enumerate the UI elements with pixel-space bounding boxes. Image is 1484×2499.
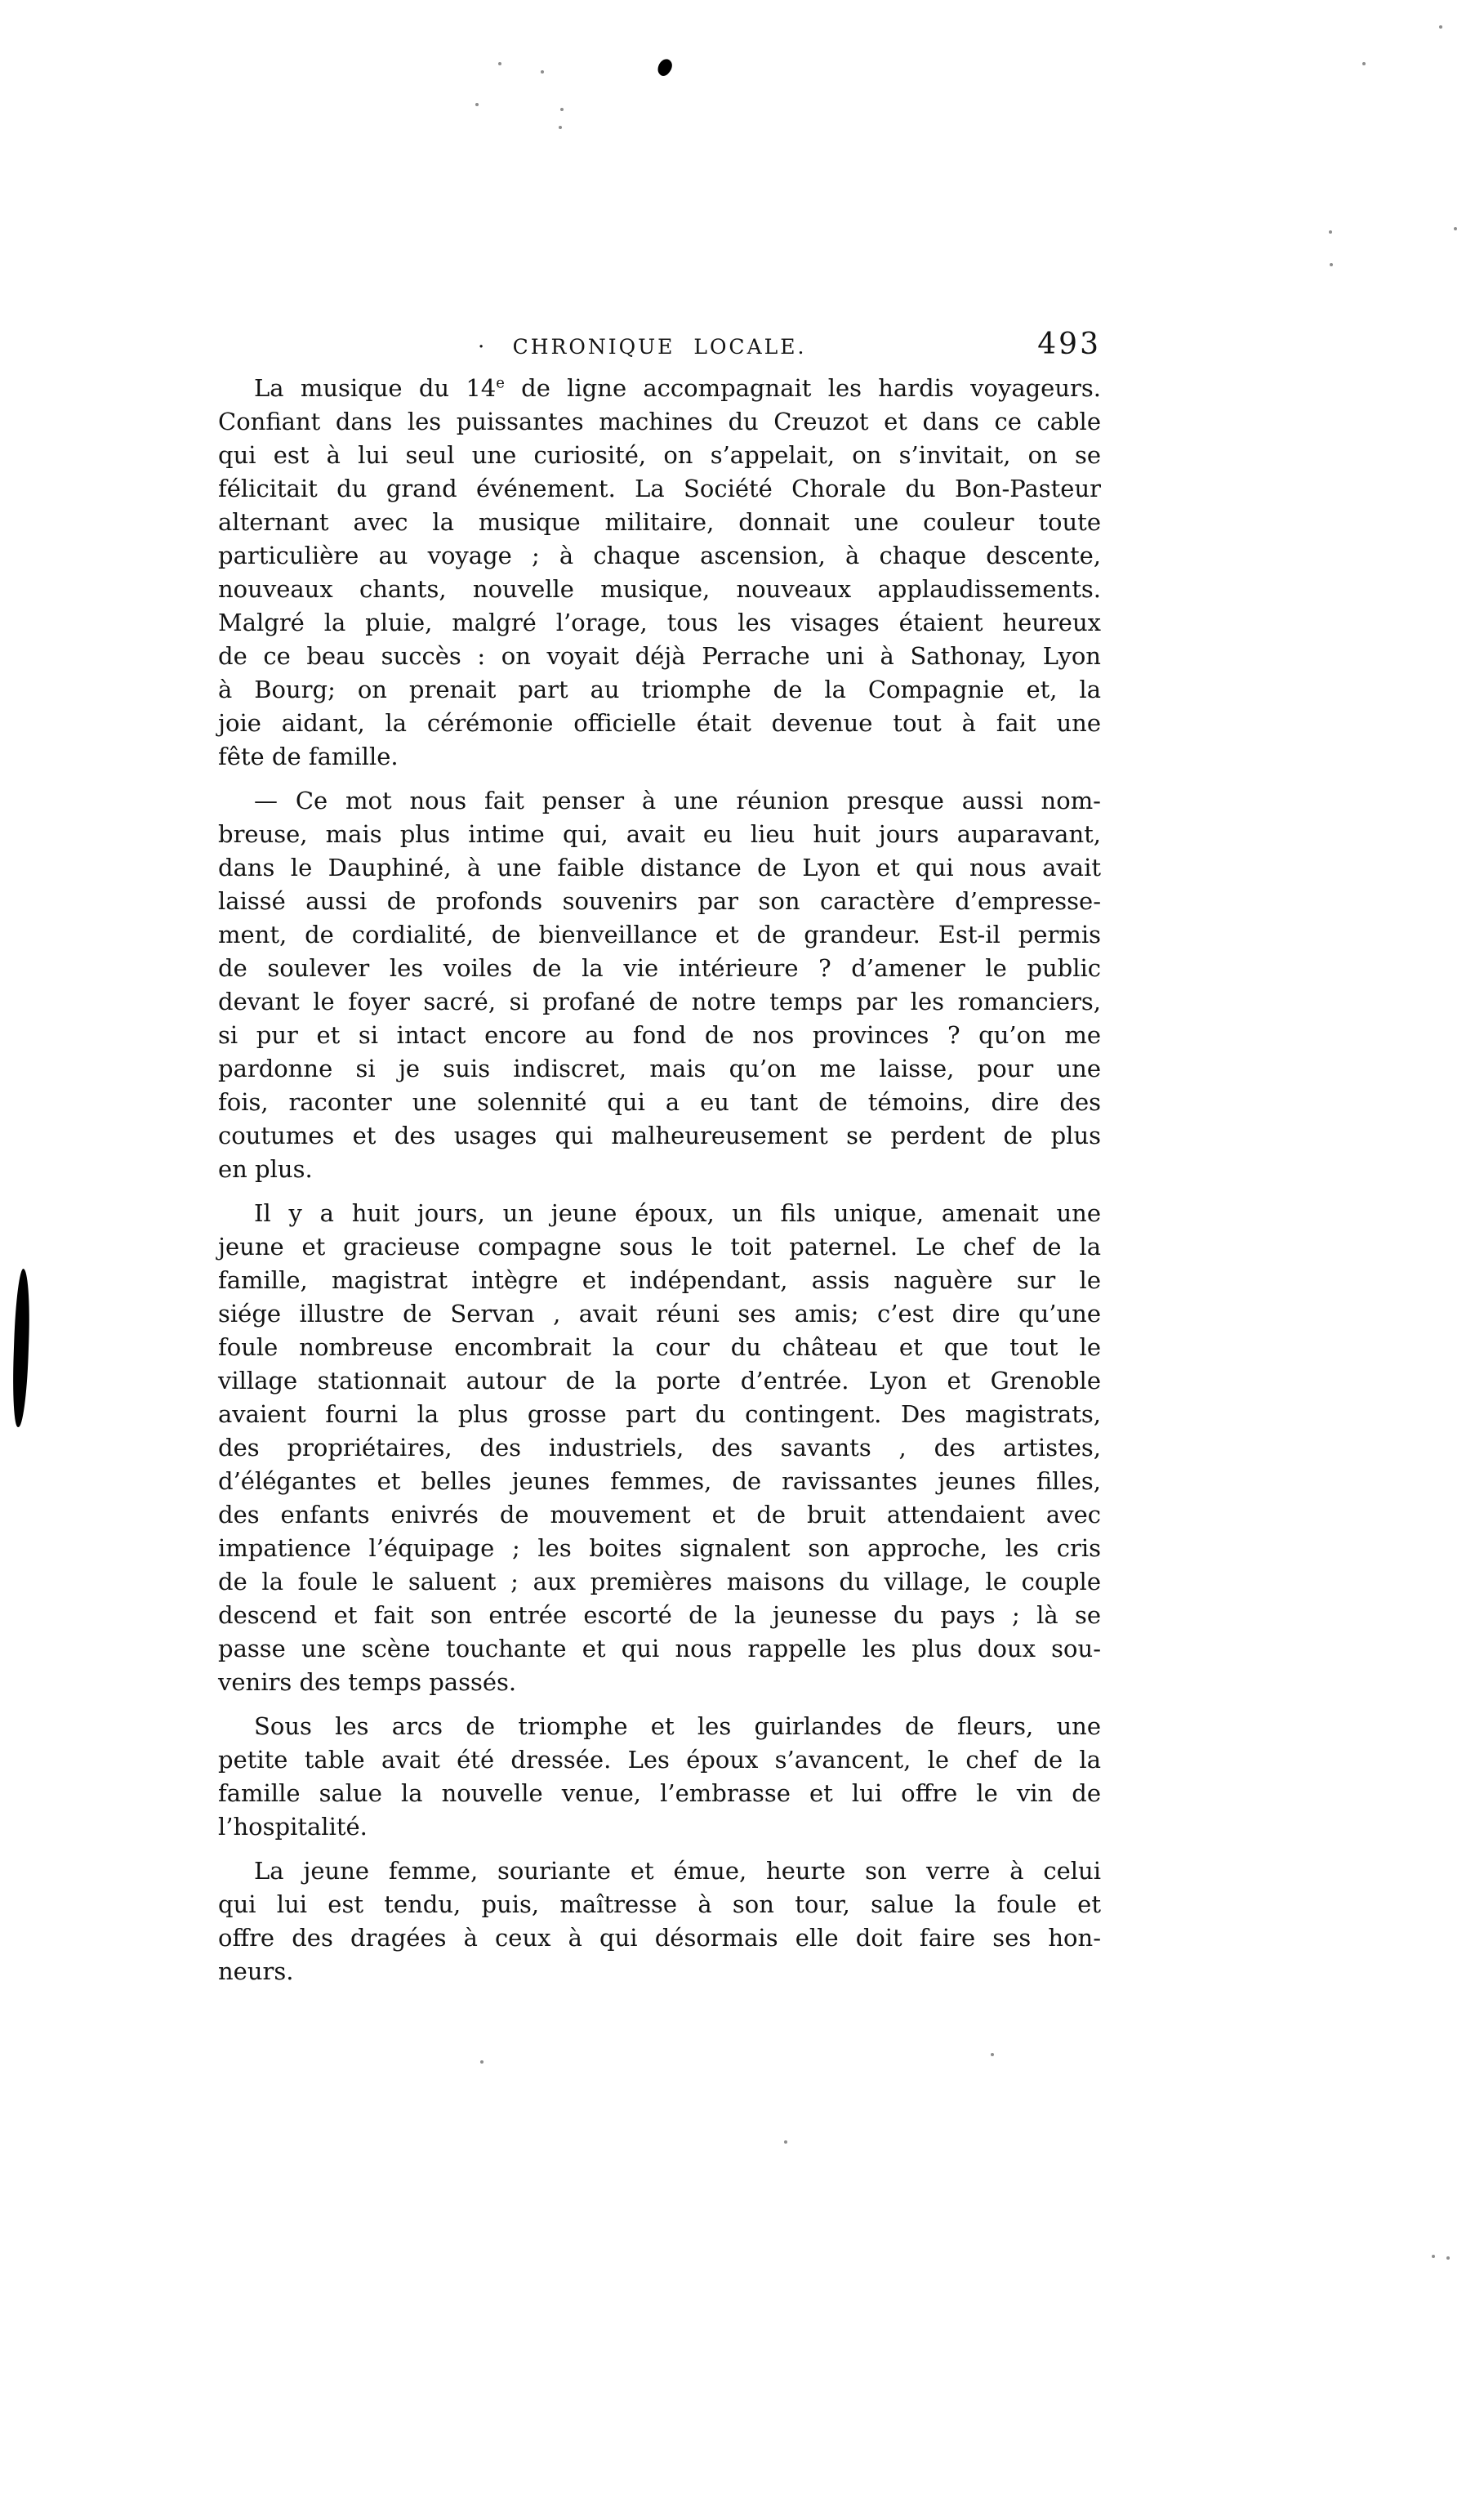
text-line: laissé aussi de profonds souvenirs par son caractère d’empresse-	[218, 887, 1101, 915]
ink-speck	[1432, 2255, 1435, 2258]
ink-speck	[1454, 227, 1457, 230]
ink-speck	[1329, 230, 1332, 234]
text-run: de ligne accompagnait les hardis voyageurs.	[504, 374, 1101, 402]
ink-blob-left-margin	[11, 1269, 32, 1428]
text-line: famille, magistrat intègre et indépendant, assis naguère sur le	[218, 1266, 1101, 1294]
text-line: devant le foyer sacré, si profané de notre temps par les romanciers,	[218, 988, 1101, 1015]
text-line: venirs des temps passés.	[218, 1668, 517, 1696]
text-line: qui est à lui seul une curiosité, on s’appelait, on s’invitait, on se	[218, 441, 1101, 469]
text-line	[218, 372, 1101, 405]
text-line: des propriétaires, des industriels, des savants , des artistes,	[218, 1434, 1101, 1461]
text-line: descend et fait son entrée escorté de la jeunesse du pays ; là se	[218, 1601, 1101, 1629]
text-line: l’hospitalité.	[218, 1813, 368, 1841]
text-line: village stationnait autour de la porte d’entrée. Lyon et Grenoble	[218, 1367, 1101, 1395]
text-line: offre des dragées à ceux à qui désormais elle doit faire ses hon-	[218, 1924, 1101, 1952]
paragraph	[218, 1197, 1101, 1699]
text-line: particulière au voyage ; à chaque ascension, à chaque descente,	[218, 542, 1101, 569]
text-run: La musique du 14	[254, 374, 497, 402]
text-line: alternant avec la musique militaire, donnait une couleur toute	[218, 508, 1101, 536]
text-line: La jeune femme, souriante et émue, heurte son verre à celui	[254, 1857, 1101, 1885]
text-line: Confiant dans les puissantes machines du Creuzot et dans ce cable	[218, 408, 1101, 435]
paragraph	[218, 372, 1101, 774]
ink-speck	[480, 2060, 484, 2064]
paragraph	[218, 1710, 1101, 1844]
text-line: de ce beau succès : on voyait déjà Perrache uni à Sathonay, Lyon	[218, 642, 1101, 670]
ink-speck	[991, 2053, 994, 2056]
ink-speck	[1362, 62, 1366, 65]
text-line: fois, raconter une solennité qui a eu tant de témoins, dire des	[218, 1088, 1101, 1116]
text-line: de soulever les voiles de la vie intérieure ? d’amener le public	[218, 954, 1101, 982]
text-line: ment, de cordialité, de bienveillance et de grandeur. Est-il permis	[218, 921, 1101, 948]
stray-ink-dot: ·	[478, 335, 485, 359]
text-line: petite table avait été dressée. Les époux s’avancent, le chef de la	[218, 1746, 1101, 1774]
text-line: foule nombreuse encombrait la cour du château et que tout le	[218, 1333, 1101, 1361]
text-line: d’élégantes et belles jeunes femmes, de ravissantes jeunes filles,	[218, 1467, 1101, 1495]
text-line: breuse, mais plus intime qui, avait eu lieu huit jours auparavant,	[218, 820, 1101, 848]
ink-speck	[784, 2140, 787, 2144]
text-line: neurs.	[218, 1957, 294, 1985]
text-line: félicitait du grand événement. La Société Chorale du Bon-Pasteur	[218, 475, 1101, 502]
text-line: — Ce mot nous fait penser à une réunion presque aussi nom-	[254, 787, 1101, 814]
text-line: qui lui est tendu, puis, maîtresse à son tour, salue la foule et	[218, 1890, 1101, 1918]
text-line: famille salue la nouvelle venue, l’embrasse et lui offre le vin de	[218, 1779, 1101, 1807]
text-line: Sous les arcs de triomphe et les guirlandes de fleurs, une	[254, 1712, 1101, 1740]
text-line: fête de famille.	[218, 743, 399, 770]
text-line: Il y a huit jours, un jeune époux, un fils unique, amenait une	[254, 1199, 1101, 1227]
ink-speck	[560, 108, 564, 111]
text-line: joie aidant, la cérémonie officielle était devenue tout à fait une	[218, 709, 1101, 737]
ink-speck	[475, 103, 479, 106]
text-line: de la foule le saluent ; aux premières maisons du village, le couple	[218, 1568, 1101, 1595]
text-line: des enfants enivrés de mouvement et de bruit attendaient avec	[218, 1501, 1101, 1528]
text-line: Malgré la pluie, malgré l’orage, tous les visages étaient heureux	[218, 609, 1101, 636]
paragraph	[218, 1854, 1101, 1988]
text-line: impatience l’équipage ; les boites signalent son approche, les cris	[218, 1534, 1101, 1562]
ink-speck	[1439, 25, 1442, 29]
text-line: pardonne si je suis indiscret, mais qu’on me laisse, pour une	[218, 1055, 1101, 1082]
text-line: nouveaux chants, nouvelle musique, nouveaux applaudissements.	[218, 575, 1101, 603]
running-header	[218, 328, 1101, 369]
page-number: 493	[1037, 328, 1101, 361]
text-line: siége illustre de Servan , avait réuni ses amis; c’est dire qu’une	[218, 1300, 1101, 1328]
text-line: si pur et si intact encore au fond de nos provinces ? qu’on me	[218, 1021, 1101, 1049]
article-text	[218, 372, 1101, 1988]
page-title: CHRONIQUE LOCALE.	[512, 335, 807, 359]
text-line: jeune et gracieuse compagne sous le toit paternel. Le chef de la	[218, 1233, 1101, 1261]
ink-speck	[654, 56, 675, 78]
text-line: passe une scène touchante et qui nous rappelle les plus doux sou-	[218, 1635, 1101, 1662]
superscript-ordinal: e	[496, 374, 505, 392]
text-line: coutumes et des usages qui malheureusement se perdent de plus	[218, 1122, 1101, 1149]
text-line: dans le Dauphiné, à une faible distance de Lyon et qui nous avait	[218, 854, 1101, 881]
ink-speck	[541, 70, 544, 74]
ink-speck	[1446, 2256, 1450, 2260]
text-line: à Bourg; on prenait part au triomphe de la Compagnie et, la	[218, 676, 1101, 703]
ink-speck	[498, 62, 501, 65]
ink-speck	[559, 126, 562, 129]
text-line: avaient fourni la plus grosse part du contingent. Des magistrats,	[218, 1400, 1101, 1428]
ink-speck	[1330, 263, 1333, 266]
text-line: en plus.	[218, 1155, 313, 1183]
paragraph	[218, 784, 1101, 1186]
